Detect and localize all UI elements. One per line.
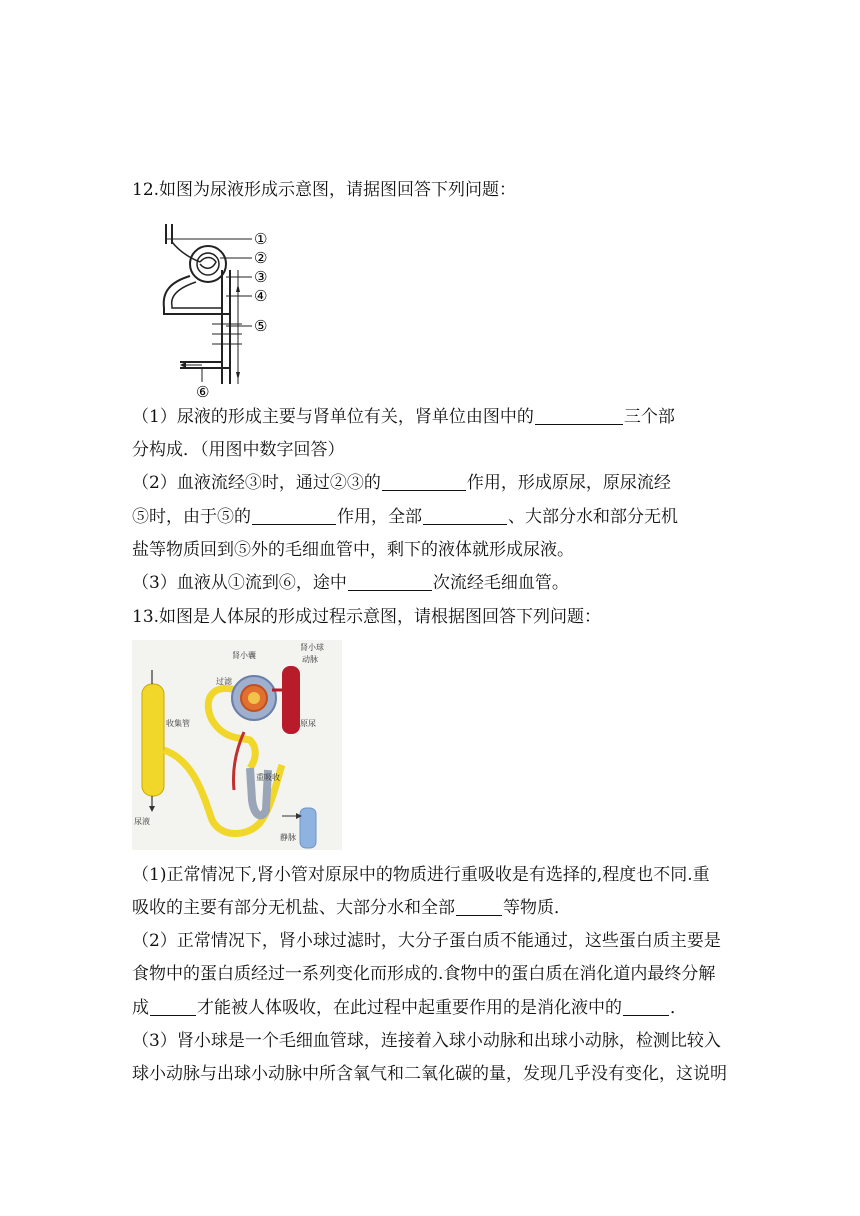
q12-part3-line1: （3）血液从①流到⑥，途中 次流经毛细血管。 (132, 573, 569, 593)
q12-title: 12.如图为尿液形成示意图，请据图回答下列问题： (132, 180, 517, 200)
q13-label-vein: 静脉 (280, 833, 296, 842)
q12-blank-4[interactable] (423, 506, 507, 525)
q13-label-urine: 尿液 (134, 817, 150, 826)
q13-part1-line2: 吸收的主要有部分无机盐、大部分水和全部 等物质． (132, 898, 571, 918)
q12-nephron-diagram (150, 222, 280, 400)
q12-part2-line2: ⑤时，由于⑤的 作用，全部 、大部分水和部分无机 (132, 507, 678, 527)
q13-label-artery: 动脉 (302, 655, 318, 664)
q13-part1-line1: （1)正常情况下,肾小管对原尿中的物质进行重吸收是有选择的,程度也不同.重 (132, 865, 710, 885)
q13-urine-formation-diagram (132, 640, 342, 850)
q12-label-1: ① (254, 230, 268, 248)
q13-part3-line1: （3）肾小球是一个毛细血管球，连接着入球小动脉和出球小动脉，检测比较入 (132, 1031, 721, 1051)
q13-blank-3[interactable] (623, 997, 669, 1016)
q13-label-renal-capsule: 肾小囊 (232, 651, 256, 660)
q13-label-glomerulus: 肾小球 (300, 643, 324, 652)
q12-part2-line3: 盐等物质回到⑤外的毛细血管中，剩下的液体就形成尿液。 (132, 540, 574, 560)
q12-label-6: ⑥ (196, 383, 210, 400)
q12-part1-line2: 分构成．（用图中数字回答） (132, 440, 345, 460)
q13-label-filtration: 过滤 (216, 677, 232, 686)
q12-blank-1[interactable] (535, 406, 623, 425)
q13-blank-2[interactable] (150, 997, 196, 1016)
q12-blank-2[interactable] (382, 472, 466, 491)
q13-label-collecting-duct: 收集管 (166, 719, 190, 728)
q12-part2-line1: （2）血液流经③时，通过②③的 作用，形成原尿，原尿流经 (132, 473, 671, 493)
q13-part3-line2: 球小动脉与出球小动脉中所含氧气和二氧化碳的量，发现几乎没有变化，这说明 (132, 1064, 727, 1084)
q12-label-4: ④ (254, 287, 268, 305)
q13-blank-1[interactable] (456, 897, 502, 916)
q12-label-2: ② (254, 249, 268, 267)
q12-blank-5[interactable] (348, 572, 432, 591)
q13-part2-line2: 食物中的蛋白质经过一系列变化而形成的.食物中的蛋白质在消化道内最终分解 (132, 964, 716, 984)
q12-part1-line1: （1）尿液的形成主要与肾单位有关，肾单位由图中的 三个部 (132, 407, 675, 427)
q13-part2-line3: 成 才能被人体吸收，在此过程中起重要作用的是消化液中的 ． (132, 998, 687, 1018)
q13-title: 13.如图是人体尿的形成过程示意图，请根据图回答下列问题： (132, 607, 602, 627)
q13-label-primary-urine: 原尿 (300, 719, 316, 728)
q12-label-5: ⑤ (254, 317, 268, 335)
q12-label-3: ③ (254, 268, 268, 286)
q12-blank-3[interactable] (252, 506, 336, 525)
q13-label-reabsorption: 重吸收 (256, 773, 280, 782)
q13-part2-line1: （2）正常情况下，肾小球过滤时，大分子蛋白质不能通过，这些蛋白质主要是 (132, 931, 721, 951)
